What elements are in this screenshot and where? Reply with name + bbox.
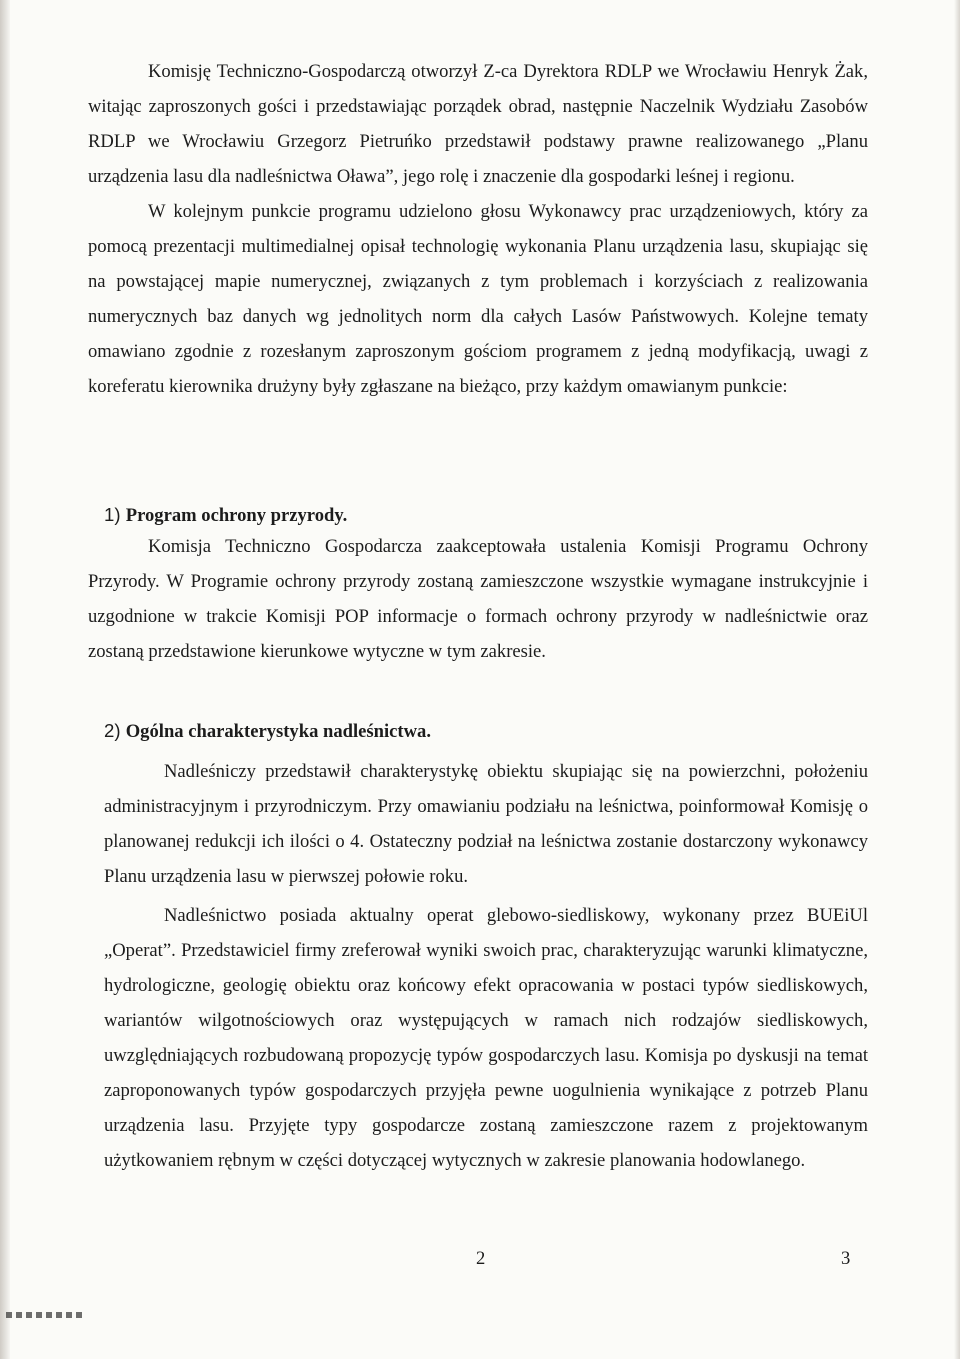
section-2-heading <box>104 716 431 747</box>
section-2-paragraph-2: Nadleśnictwo posiada aktualny operat glebowo-siedliskowy, wykonany przez BUEiUl „Operat”. Przedstawiciel firmy zreferował wyniki swoich prac, charakteryzując warunki klimatyczne, hydrologiczne, geologię obiektu oraz końcowy efekt opracowania w postaci typów siedliskowych, wariantów wilgotnościowych oraz występujących w ramach nich rodzajów siedliskowych, uwzględniających rozbudowaną propozycję typów gospodarczych lasu. Komisja po dyskusji na temat zaproponowanych typów gospodarczych przyjęła pewne uogulnienia wynikające z potrzeb Planu urządzenia lasu. Przyjęte typy gospodarcze zostaną zamieszczone razem z projektowanym użytkowaniem rębnym w części dotyczącej wytycznych w zakresie planowania hodowlanego. <box>104 905 868 1171</box>
section-1-heading <box>104 500 347 531</box>
section-1-body <box>88 529 868 669</box>
intro-block <box>88 54 868 404</box>
page-number-right: 3 <box>841 1248 851 1269</box>
section-2-body <box>104 754 868 1178</box>
intro-paragraph-1: Komisję Techniczno-Gospodarczą otworzył Z-ca Dyrektora RDLP we Wrocławiu Henryk Żak, witając zaproszonych gości i przedstawiając porządek obrad, następnie Naczelnik Wydziału Zasobów RDLP we Wrocławiu Grzegorz Pietruńko przedstawił podstawy prawne realizowanego „Planu urządzenia lasu dla nadleśnictwa Oława”, jego rolę i znaczenie dla gospodarki leśnej i regionu. <box>88 61 868 187</box>
section-1-title: Program ochrony przyrody. <box>125 505 348 526</box>
page-edge-shadow <box>954 0 960 1359</box>
intro-paragraph-2: W kolejnym punkcie programu udzielono głosu Wykonawcy prac urządzeniowych, który za pomocą prezentacji multimedialnej opisał technologię wykonania Planu urządzenia lasu, skupiając się na powstającej mapie numerycznej, związanych z tym problemach i korzyściach z realizowania numerycznych baz danych wg jednolitych norm dla całych Lasów Państwowych. Kolejne tematy omawiano zgodnie z rozesłanym zaproszonym gościom programem z jedną modyfikacją, uwagi z koreferatu kierownika drużyny były zgłaszane na bieżąco, przy każdym omawianym punkcie: <box>88 201 868 397</box>
page-number-left: 2 <box>476 1248 486 1269</box>
section-2-title: Ogólna charakterystyka nadleśnictwa. <box>125 721 431 742</box>
section-1-paragraph: Komisja Techniczno Gospodarcza zaakceptowała ustalenia Komisji Programu Ochrony Przyrody. W Programie ochrony przyrody zostaną zamieszczone wszystkie wymagane instrukcyjnie i uzgodnione w trakcie Komisji POP informacje o formach ochrony przyrody w nadleśnictwie oraz zostaną przedstawione kierunkowe wytyczne w tym zakresie. <box>88 536 868 662</box>
section-1-number: 1) <box>104 504 121 525</box>
page-binding-shadow <box>0 0 10 1359</box>
scan-artifact-mark <box>6 1312 86 1318</box>
section-2-number: 2) <box>104 720 121 741</box>
section-2-paragraph-1: Nadleśniczy przedstawił charakterystykę obiektu skupiając się na powierzchni, położeniu administracyjnym i przyrodniczym. Przy omawianiu podziału na leśnictwa, poinformował Komisję o planowanej redukcji ich ilości o 4. Ostateczny podział na leśnictwa zostanie dostarczony wykonawcy Planu urządzenia lasu w pierwszej połowie roku. <box>104 761 868 887</box>
